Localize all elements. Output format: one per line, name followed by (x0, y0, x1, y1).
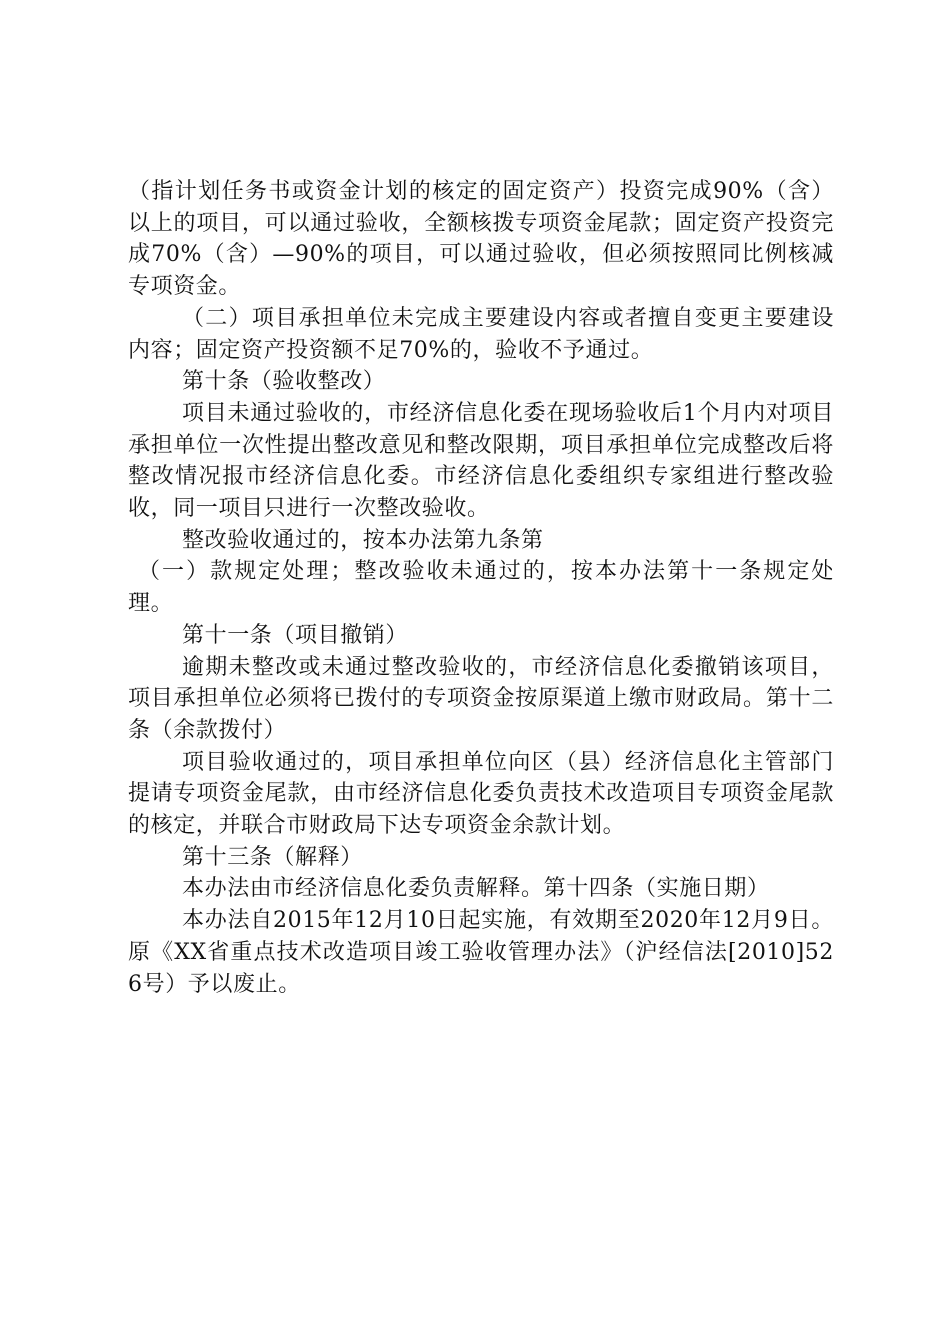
article-ten-heading: 第十条（验收整改） (182, 369, 386, 395)
paragraph-rectification-process: 项目未通过验收的，市经济信息化委在现场验收后1个月内对项目承担单位一次性提出整改意见和整改限期，项目承担单位完成整改后将整改情况报市经济信息化委。市经济信息化委组织专家组进行整改验收，同一项目只进行一次整改验收。 (128, 400, 834, 522)
article-eleven-heading: 第十一条（项目撤销） (182, 622, 409, 648)
paragraph-rectification-passed: 整改验收通过的，按本办法第九条第 (182, 527, 544, 553)
paragraph-project-revocation: 逾期未整改或未通过整改验收的，市经济信息化委撤销该项目，项目承担单位必须将已拨付的专项资金按原渠道上缴市财政局。第十二条（余款拨付） (128, 654, 834, 743)
paragraph-effective-date: 本办法自2015年12月10日起实施，有效期至2020年12月9日。原《XX省重点技术改造项目竣工验收管理办法》（沪经信法[2010]526号）予以废止。 (128, 908, 834, 997)
document-body (128, 176, 834, 1000)
article-thirteen-heading: 第十三条（解释） (182, 844, 363, 870)
paragraph-rectification-handling: （一）款规定处理；整改验收未通过的，按本办法第十一条规定处理。 (128, 559, 834, 617)
paragraph-balance-disbursement: 项目验收通过的，项目承担单位向区（县）经济信息化主管部门提请专项资金尾款，由市经济信息化委负责技术改造项目专项资金尾款的核定，并联合市财政局下达专项资金余款计划。 (128, 749, 834, 839)
paragraph-interpretation: 本办法由市经济信息化委负责解释。第十四条（实施日期） (182, 876, 770, 902)
paragraph-item-two: （二）项目承担单位未完成主要建设内容或者擅自变更主要建设内容；固定资产投资额不足70%的，验收不予通过。 (128, 305, 834, 363)
paragraph-asset-completion-criteria: （指计划任务书或资金计划的核定的固定资产）投资完成90%（含）以上的项目，可以通过验收，全额核拨专项资金尾款；固定资产投资完成70%（含）—90%的项目，可以通过验收，但必须按照同比例核减专项资金。 (128, 179, 834, 300)
